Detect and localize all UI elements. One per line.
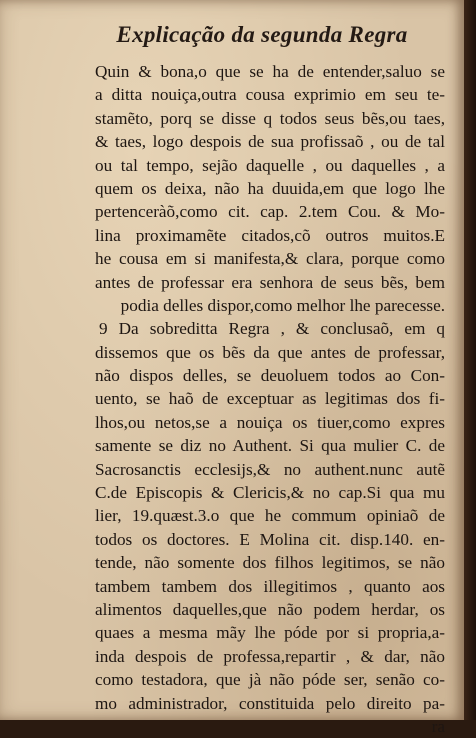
text-line: uento, se haõ de exceptuar as legitimas dos fi- (95, 389, 445, 409)
text-line: samente se diz no Authent. Si qua mulier C. de (95, 436, 445, 456)
running-head: Explicação da segunda Regra (116, 22, 408, 47)
text-line: alimentos daquelles,que não podem herdar, os (95, 599, 445, 619)
text-line-paragraph-start: 9 Da sobreditta Regra , & conclusaõ, em q (99, 319, 445, 339)
text-line: podia delles dispor,como melhor lhe parecesse. (120, 295, 445, 315)
text-line: stamẽto, porq se disse q todos seus bẽs,ou taes, (95, 108, 445, 128)
text-line: quem os deixa, não ha duuida,em que logo lhe (95, 178, 445, 198)
page-edge (464, 0, 476, 720)
text-line: Quin & bona,o que se ha de entender,saluo se (95, 62, 445, 81)
text-line: mo administrador, constituida pelo direito pa- (95, 693, 445, 713)
body-text (95, 60, 445, 738)
text-line: dissemos que os bẽs da que antes de professar, (95, 342, 445, 362)
text-line: tambem tambem dos illegitimos , quanto aos (95, 576, 445, 596)
text-line: ou tal tempo, sejão daquelle , ou daquelles , a (95, 155, 445, 175)
text-line: & taes, logo despois de sua profissaõ , ou de tal (95, 132, 445, 152)
text-line: lina proximamẽte citados,cõ outros muitos.E (95, 225, 445, 245)
text-line: lier, 19.quæst.3.o que he commum opiniaõ de (95, 506, 445, 526)
text-line: tende, não somente dos filhos legitimos, se não (95, 553, 445, 573)
text-line: a ditta nouiça,outra cousa exprimio em seu te- (95, 85, 445, 105)
catchword: ra (431, 716, 445, 736)
text-line: todos os doctores. E Molina cit. disp.140. en- (95, 529, 445, 549)
text-line: antes de professar era senhora de seus bẽs, bem (95, 272, 445, 292)
text-line: quaes a mesma mãy lhe póde por si propria,a- (95, 623, 445, 643)
text-line: pertenceràõ,como cit. cap. 2.tem Cou. & Mo- (95, 202, 445, 222)
text-line: inda despois de professa,repartir , & dar, não (95, 646, 445, 666)
text-line: C.de Episcopis & Clericis,& no cap.Si qua mu (95, 483, 445, 503)
text-line: Sacrosanctis ecclesijs,& no authent.nunc autẽ (95, 459, 445, 479)
text-line: he cousa em si manifesta,& clara, porque como (95, 249, 445, 269)
text-line: não dispos delles, se deuoluem todos ao Con- (95, 366, 445, 386)
text-line: lhos,ou netos,se a nouiça os tiuer,como expres (95, 412, 445, 432)
text-line: como testadora, que jà não póde ser, senão co- (95, 670, 445, 690)
